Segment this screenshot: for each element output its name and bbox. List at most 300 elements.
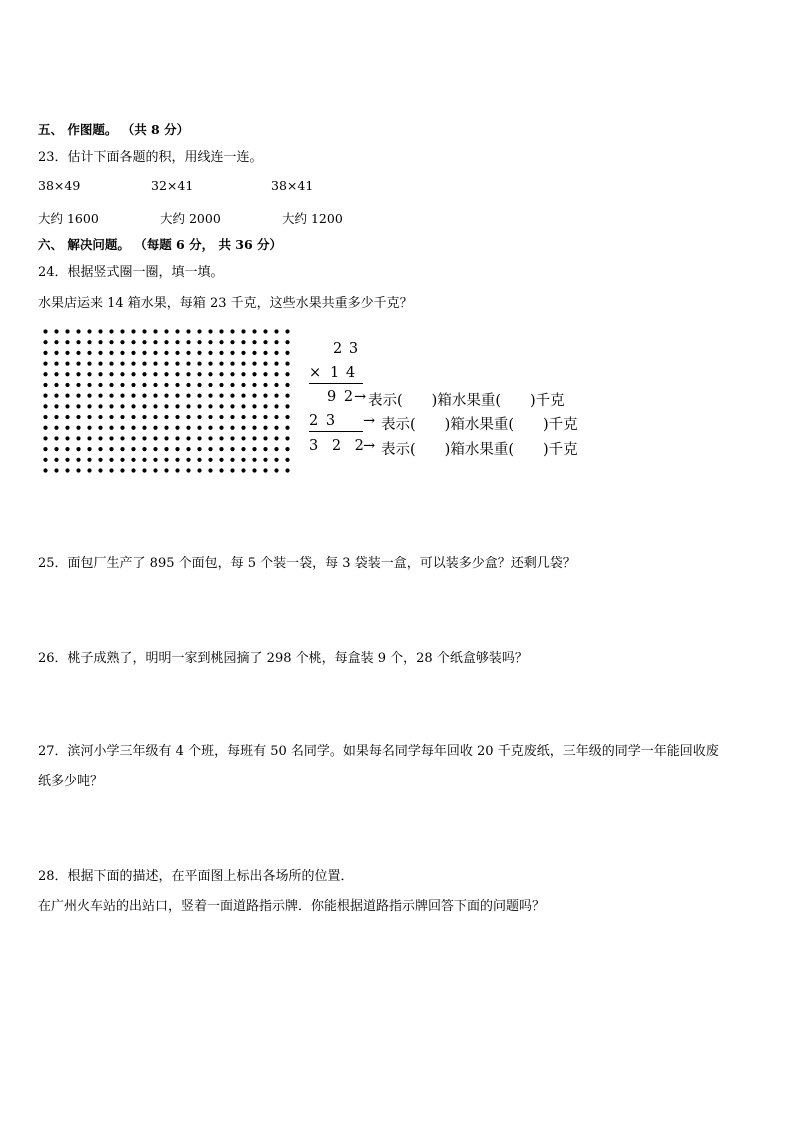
grid-dot[interactable] [131,372,135,376]
grid-dot[interactable] [76,394,80,398]
grid-dot[interactable] [285,468,289,472]
grid-dot[interactable] [76,329,80,333]
grid-dot[interactable] [197,329,201,333]
grid-dot[interactable] [208,447,212,451]
grid-dot[interactable] [241,404,245,408]
grid-dot[interactable] [54,340,58,344]
grid-dot[interactable] [186,383,190,387]
grid-dot[interactable] [43,426,47,430]
grid-dot[interactable] [65,404,69,408]
grid-dot[interactable] [120,351,124,355]
grid-dot[interactable] [241,351,245,355]
grid-dot[interactable] [43,404,47,408]
grid-dot[interactable] [153,351,157,355]
grid-dot[interactable] [252,361,256,365]
grid-dot[interactable] [197,372,201,376]
grid-dot[interactable] [241,372,245,376]
grid-dot[interactable] [120,340,124,344]
grid-dot[interactable] [197,436,201,440]
grid-dot[interactable] [164,404,168,408]
grid-dot[interactable] [120,447,124,451]
grid-dot[interactable] [285,404,289,408]
grid-dot[interactable] [87,361,91,365]
grid-dot[interactable] [142,340,146,344]
grid-dot[interactable] [98,329,102,333]
grid-dot[interactable] [98,372,102,376]
grid-dot[interactable] [285,372,289,376]
grid-dot[interactable] [153,415,157,419]
grid-dot[interactable] [131,351,135,355]
grid-dot[interactable] [54,351,58,355]
grid-dot[interactable] [43,329,47,333]
grid-dot[interactable] [263,415,267,419]
grid-dot[interactable] [109,361,113,365]
grid-dot[interactable] [263,404,267,408]
grid-dot[interactable] [241,436,245,440]
grid-dot[interactable] [252,372,256,376]
grid-dot[interactable] [263,351,267,355]
grid-dot[interactable] [285,340,289,344]
grid-dot[interactable] [230,426,234,430]
grid-dot[interactable] [263,340,267,344]
grid-dot[interactable] [252,415,256,419]
grid-dot[interactable] [87,394,91,398]
grid-dot[interactable] [285,361,289,365]
grid-dot[interactable] [197,468,201,472]
grid-dot[interactable] [76,404,80,408]
grid-dot[interactable] [274,447,278,451]
grid-dot[interactable] [241,383,245,387]
grid-dot[interactable] [186,415,190,419]
grid-dot[interactable] [186,361,190,365]
grid-dot[interactable] [175,372,179,376]
grid-dot[interactable] [98,361,102,365]
grid-dot[interactable] [65,447,69,451]
grid-dot[interactable] [43,394,47,398]
grid-dot[interactable] [131,394,135,398]
grid-dot[interactable] [54,383,58,387]
grid-dot[interactable] [263,394,267,398]
product-3[interactable]: 38×41 [271,178,314,193]
grid-dot[interactable] [76,415,80,419]
grid-dot[interactable] [109,372,113,376]
grid-dot[interactable] [230,383,234,387]
grid-dot[interactable] [142,394,146,398]
grid-dot[interactable] [131,468,135,472]
grid-dot[interactable] [175,361,179,365]
grid-dot[interactable] [252,458,256,462]
grid-dot[interactable] [241,468,245,472]
grid-dot[interactable] [142,361,146,365]
grid-dot[interactable] [263,458,267,462]
grid-dot[interactable] [98,383,102,387]
grid-dot[interactable] [252,394,256,398]
grid-dot[interactable] [109,415,113,419]
grid-dot[interactable] [109,340,113,344]
grid-dot[interactable] [219,329,223,333]
grid-dot[interactable] [219,361,223,365]
grid-dot[interactable] [98,436,102,440]
grid-dot[interactable] [274,372,278,376]
grid-dot[interactable] [208,329,212,333]
grid-dot[interactable] [263,372,267,376]
estimate-1[interactable]: 大约 1600 [38,211,99,226]
grid-dot[interactable] [252,329,256,333]
grid-dot[interactable] [109,351,113,355]
grid-dot[interactable] [241,394,245,398]
grid-dot[interactable] [274,458,278,462]
grid-dot[interactable] [197,415,201,419]
grid-dot[interactable] [175,458,179,462]
grid-dot[interactable] [109,383,113,387]
grid-dot[interactable] [65,329,69,333]
grid-dot[interactable] [285,329,289,333]
grid-dot[interactable] [98,447,102,451]
grid-dot[interactable] [142,436,146,440]
grid-dot[interactable] [230,361,234,365]
grid-dot[interactable] [219,383,223,387]
grid-dot[interactable] [54,436,58,440]
grid-dot[interactable] [208,458,212,462]
grid-dot[interactable] [120,372,124,376]
grid-dot[interactable] [175,383,179,387]
grid-dot[interactable] [274,415,278,419]
grid-dot[interactable] [54,458,58,462]
grid-dot[interactable] [230,340,234,344]
grid-dot[interactable] [54,468,58,472]
grid-dot[interactable] [252,404,256,408]
grid-dot[interactable] [120,436,124,440]
grid-dot[interactable] [252,383,256,387]
grid-dot[interactable] [43,340,47,344]
grid-dot[interactable] [164,340,168,344]
grid-dot[interactable] [219,404,223,408]
grid-dot[interactable] [87,458,91,462]
grid-dot[interactable] [65,394,69,398]
grid-dot[interactable] [54,426,58,430]
grid-dot[interactable] [263,361,267,365]
grid-dot[interactable] [219,372,223,376]
grid-dot[interactable] [285,383,289,387]
grid-dot[interactable] [197,351,201,355]
grid-dot[interactable] [175,436,179,440]
grid-dot[interactable] [43,372,47,376]
grid-dot[interactable] [87,329,91,333]
grid-dot[interactable] [186,394,190,398]
grid-dot[interactable] [153,340,157,344]
grid-dot[interactable] [208,426,212,430]
grid-dot[interactable] [263,468,267,472]
grid-dot[interactable] [87,383,91,387]
grid-dot[interactable] [65,372,69,376]
product-1[interactable]: 38×49 [38,178,81,193]
grid-dot[interactable] [219,394,223,398]
grid-dot[interactable] [76,361,80,365]
grid-dot[interactable] [164,394,168,398]
grid-dot[interactable] [120,361,124,365]
grid-dot[interactable] [241,458,245,462]
grid-dot[interactable] [186,351,190,355]
grid-dot[interactable] [76,340,80,344]
dot-grid[interactable] [43,329,290,473]
grid-dot[interactable] [186,436,190,440]
grid-dot[interactable] [76,458,80,462]
grid-dot[interactable] [241,447,245,451]
grid-dot[interactable] [208,468,212,472]
grid-dot[interactable] [109,468,113,472]
grid-dot[interactable] [142,383,146,387]
grid-dot[interactable] [131,458,135,462]
grid-dot[interactable] [285,351,289,355]
grid-dot[interactable] [252,426,256,430]
grid-dot[interactable] [43,351,47,355]
grid-dot[interactable] [43,361,47,365]
grid-dot[interactable] [241,340,245,344]
calc-fill-2[interactable]: 表示( )箱水果重( )千克 [381,417,578,433]
grid-dot[interactable] [153,436,157,440]
grid-dot[interactable] [142,447,146,451]
grid-dot[interactable] [131,436,135,440]
grid-dot[interactable] [120,383,124,387]
grid-dot[interactable] [274,426,278,430]
grid-dot[interactable] [142,351,146,355]
grid-dot[interactable] [131,383,135,387]
grid-dot[interactable] [252,351,256,355]
grid-dot[interactable] [76,436,80,440]
grid-dot[interactable] [274,351,278,355]
grid-dot[interactable] [76,383,80,387]
grid-dot[interactable] [274,436,278,440]
grid-dot[interactable] [175,394,179,398]
grid-dot[interactable] [186,447,190,451]
grid-dot[interactable] [164,436,168,440]
grid-dot[interactable] [197,361,201,365]
grid-dot[interactable] [285,394,289,398]
grid-dot[interactable] [65,340,69,344]
grid-dot[interactable] [197,447,201,451]
grid-dot[interactable] [142,404,146,408]
grid-dot[interactable] [285,458,289,462]
grid-dot[interactable] [87,404,91,408]
grid-dot[interactable] [230,394,234,398]
grid-dot[interactable] [219,426,223,430]
grid-dot[interactable] [186,468,190,472]
grid-dot[interactable] [219,458,223,462]
grid-dot[interactable] [197,404,201,408]
grid-dot[interactable] [219,415,223,419]
grid-dot[interactable] [175,415,179,419]
grid-dot[interactable] [43,415,47,419]
grid-dot[interactable] [274,404,278,408]
grid-dot[interactable] [230,329,234,333]
grid-dot[interactable] [164,372,168,376]
grid-dot[interactable] [241,415,245,419]
grid-dot[interactable] [197,340,201,344]
grid-dot[interactable] [230,468,234,472]
grid-dot[interactable] [153,394,157,398]
grid-dot[interactable] [208,340,212,344]
grid-dot[interactable] [263,436,267,440]
grid-dot[interactable] [252,468,256,472]
grid-dot[interactable] [164,447,168,451]
grid-dot[interactable] [208,394,212,398]
grid-dot[interactable] [98,340,102,344]
grid-dot[interactable] [285,415,289,419]
grid-dot[interactable] [263,426,267,430]
grid-dot[interactable] [131,426,135,430]
grid-dot[interactable] [76,426,80,430]
grid-dot[interactable] [164,383,168,387]
grid-dot[interactable] [76,468,80,472]
grid-dot[interactable] [186,404,190,408]
grid-dot[interactable] [131,415,135,419]
grid-dot[interactable] [120,426,124,430]
grid-dot[interactable] [54,415,58,419]
grid-dot[interactable] [131,361,135,365]
grid-dot[interactable] [131,340,135,344]
grid-dot[interactable] [175,351,179,355]
grid-dot[interactable] [142,372,146,376]
estimate-2[interactable]: 大约 2000 [160,211,221,226]
grid-dot[interactable] [219,436,223,440]
grid-dot[interactable] [65,468,69,472]
grid-dot[interactable] [175,426,179,430]
grid-dot[interactable] [87,372,91,376]
grid-dot[interactable] [43,447,47,451]
grid-dot[interactable] [153,447,157,451]
grid-dot[interactable] [164,426,168,430]
grid-dot[interactable] [285,426,289,430]
estimate-3[interactable]: 大约 1200 [282,211,343,226]
grid-dot[interactable] [54,372,58,376]
grid-dot[interactable] [230,436,234,440]
grid-dot[interactable] [164,329,168,333]
grid-dot[interactable] [219,351,223,355]
grid-dot[interactable] [65,458,69,462]
grid-dot[interactable] [109,436,113,440]
grid-dot[interactable] [186,372,190,376]
grid-dot[interactable] [197,394,201,398]
grid-dot[interactable] [175,468,179,472]
grid-dot[interactable] [208,351,212,355]
grid-dot[interactable] [120,458,124,462]
grid-dot[interactable] [241,361,245,365]
grid-dot[interactable] [142,468,146,472]
grid-dot[interactable] [208,404,212,408]
grid-dot[interactable] [87,340,91,344]
grid-dot[interactable] [186,329,190,333]
grid-dot[interactable] [98,468,102,472]
grid-dot[interactable] [197,426,201,430]
grid-dot[interactable] [98,404,102,408]
grid-dot[interactable] [263,383,267,387]
grid-dot[interactable] [164,351,168,355]
grid-dot[interactable] [153,404,157,408]
grid-dot[interactable] [76,447,80,451]
calc-fill-1[interactable]: 表示( )箱水果重( )千克 [368,393,565,409]
grid-dot[interactable] [87,436,91,440]
grid-dot[interactable] [109,404,113,408]
grid-dot[interactable] [285,447,289,451]
grid-dot[interactable] [274,394,278,398]
grid-dot[interactable] [87,415,91,419]
grid-dot[interactable] [109,447,113,451]
grid-dot[interactable] [219,340,223,344]
grid-dot[interactable] [153,361,157,365]
grid-dot[interactable] [120,404,124,408]
grid-dot[interactable] [98,415,102,419]
grid-dot[interactable] [153,426,157,430]
grid-dot[interactable] [54,447,58,451]
grid-dot[interactable] [54,404,58,408]
grid-dot[interactable] [87,351,91,355]
grid-dot[interactable] [120,394,124,398]
grid-dot[interactable] [186,340,190,344]
grid-dot[interactable] [43,383,47,387]
grid-dot[interactable] [65,436,69,440]
grid-dot[interactable] [274,383,278,387]
grid-dot[interactable] [219,468,223,472]
grid-dot[interactable] [65,361,69,365]
grid-dot[interactable] [43,468,47,472]
grid-dot[interactable] [230,372,234,376]
grid-dot[interactable] [197,383,201,387]
grid-dot[interactable] [153,372,157,376]
grid-dot[interactable] [263,447,267,451]
product-2[interactable]: 32×41 [151,178,194,193]
grid-dot[interactable] [109,458,113,462]
grid-dot[interactable] [263,329,267,333]
grid-dot[interactable] [208,415,212,419]
grid-dot[interactable] [153,468,157,472]
grid-dot[interactable] [131,329,135,333]
grid-dot[interactable] [274,340,278,344]
grid-dot[interactable] [54,329,58,333]
grid-dot[interactable] [98,351,102,355]
grid-dot[interactable] [274,329,278,333]
grid-dot[interactable] [164,458,168,462]
grid-dot[interactable] [274,468,278,472]
grid-dot[interactable] [230,404,234,408]
grid-dot[interactable] [208,436,212,440]
grid-dot[interactable] [76,372,80,376]
grid-dot[interactable] [186,426,190,430]
grid-dot[interactable] [120,468,124,472]
grid-dot[interactable] [142,426,146,430]
grid-dot[interactable] [109,329,113,333]
grid-dot[interactable] [76,351,80,355]
grid-dot[interactable] [208,372,212,376]
grid-dot[interactable] [230,447,234,451]
grid-dot[interactable] [208,361,212,365]
grid-dot[interactable] [164,361,168,365]
grid-dot[interactable] [65,383,69,387]
grid-dot[interactable] [153,458,157,462]
grid-dot[interactable] [230,351,234,355]
grid-dot[interactable] [54,394,58,398]
grid-dot[interactable] [142,458,146,462]
grid-dot[interactable] [142,329,146,333]
grid-dot[interactable] [87,447,91,451]
grid-dot[interactable] [65,426,69,430]
grid-dot[interactable] [109,426,113,430]
grid-dot[interactable] [153,383,157,387]
grid-dot[interactable] [219,447,223,451]
grid-dot[interactable] [65,415,69,419]
grid-dot[interactable] [98,394,102,398]
grid-dot[interactable] [65,351,69,355]
grid-dot[interactable] [87,426,91,430]
